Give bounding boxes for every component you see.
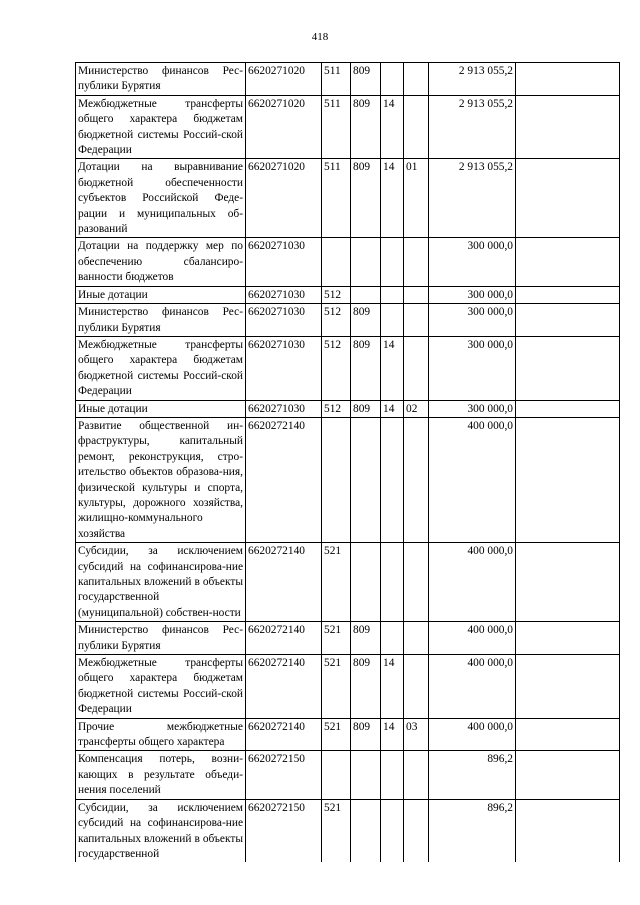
row-subsection	[404, 286, 429, 303]
row-subsection: 02	[404, 400, 429, 417]
row-sum: 2 913 055,2	[429, 95, 516, 159]
row-extra	[516, 799, 620, 862]
row-administrator	[351, 238, 381, 286]
row-target-article: 6620271030	[246, 238, 322, 286]
row-sum: 2 913 055,2	[429, 63, 516, 96]
row-name: Межбюджетные трансферты общего характера бюджетам бюджетной системы Россий-ской Федерации	[76, 336, 246, 400]
row-name: Межбюджетные трансферты общего характера бюджетам бюджетной системы Россий-ской Федерации	[76, 655, 246, 719]
row-expense-type: 521	[322, 655, 351, 719]
row-section	[381, 304, 404, 337]
budget-table	[75, 62, 620, 862]
row-administrator	[351, 751, 381, 799]
table-row	[76, 400, 620, 417]
row-section: 14	[381, 400, 404, 417]
row-expense-type: 512	[322, 304, 351, 337]
row-section: 14	[381, 336, 404, 400]
row-expense-type: 512	[322, 336, 351, 400]
row-extra	[516, 417, 620, 542]
table-row	[76, 286, 620, 303]
row-name: Дотации на поддержку мер по обеспечению сбалансиро-ванности бюджетов	[76, 238, 246, 286]
row-sum: 400 000,0	[429, 622, 516, 655]
row-target-article: 6620271030	[246, 400, 322, 417]
row-extra	[516, 622, 620, 655]
row-target-article: 6620272140	[246, 417, 322, 542]
row-expense-type: 511	[322, 63, 351, 96]
row-name: Развитие общественной ин-фраструктуры, капитальный ремонт, реконструкция, стро-ительство объектов образова-ния, физической культуры и спорта, культуры, дорожного хозяйства, жилищно-коммунального хозяйства	[76, 417, 246, 542]
row-sum: 400 000,0	[429, 543, 516, 622]
row-subsection	[404, 799, 429, 862]
row-sum: 896,2	[429, 799, 516, 862]
table-row	[76, 159, 620, 238]
row-subsection	[404, 655, 429, 719]
row-extra	[516, 95, 620, 159]
row-section: 14	[381, 655, 404, 719]
row-extra	[516, 655, 620, 719]
row-target-article: 6620272150	[246, 751, 322, 799]
row-administrator: 809	[351, 336, 381, 400]
row-sum: 300 000,0	[429, 238, 516, 286]
row-administrator	[351, 417, 381, 542]
row-target-article: 6620271020	[246, 63, 322, 96]
row-section	[381, 543, 404, 622]
row-name: Субсидии, за исключением субсидий на софинансирова-ние капитальных вложений в объекты государственной (муниципальной) собствен-ности	[76, 543, 246, 622]
row-section: 14	[381, 718, 404, 751]
row-expense-type	[322, 238, 351, 286]
row-name: Иные дотации	[76, 400, 246, 417]
row-administrator: 809	[351, 400, 381, 417]
row-subsection: 01	[404, 159, 429, 238]
row-subsection	[404, 238, 429, 286]
row-extra	[516, 286, 620, 303]
row-administrator: 809	[351, 718, 381, 751]
row-name: Министерство финансов Рес-публики Бурятия	[76, 304, 246, 337]
row-expense-type: 521	[322, 543, 351, 622]
row-expense-type: 511	[322, 95, 351, 159]
row-section	[381, 799, 404, 862]
row-expense-type: 521	[322, 799, 351, 862]
page-number: 418	[311, 31, 329, 43]
row-sum: 400 000,0	[429, 718, 516, 751]
row-subsection	[404, 622, 429, 655]
row-expense-type: 521	[322, 718, 351, 751]
row-name: Компенсация потерь, возни-кающих в результате объеди-нения поселений	[76, 751, 246, 799]
row-extra	[516, 718, 620, 751]
row-sum: 300 000,0	[429, 400, 516, 417]
row-expense-type: 521	[322, 622, 351, 655]
row-administrator: 809	[351, 63, 381, 96]
row-extra	[516, 751, 620, 799]
row-subsection	[404, 543, 429, 622]
row-target-article: 6620271020	[246, 95, 322, 159]
table-row	[76, 655, 620, 719]
row-target-article: 6620271020	[246, 159, 322, 238]
row-administrator	[351, 286, 381, 303]
row-administrator: 809	[351, 159, 381, 238]
row-expense-type	[322, 751, 351, 799]
row-expense-type: 512	[322, 286, 351, 303]
row-target-article: 6620272140	[246, 622, 322, 655]
row-target-article: 6620271030	[246, 336, 322, 400]
row-extra	[516, 304, 620, 337]
row-name: Иные дотации	[76, 286, 246, 303]
row-subsection	[404, 336, 429, 400]
row-extra	[516, 63, 620, 96]
row-sum: 300 000,0	[429, 304, 516, 337]
row-section	[381, 751, 404, 799]
table-row	[76, 417, 620, 542]
row-sum: 896,2	[429, 751, 516, 799]
row-expense-type	[322, 417, 351, 542]
row-extra	[516, 400, 620, 417]
table-row	[76, 751, 620, 799]
row-target-article: 6620272150	[246, 799, 322, 862]
row-name: Субсидии, за исключением субсидий на софинансирова-ние капитальных вложений в объекты государственной	[76, 799, 246, 862]
row-section	[381, 238, 404, 286]
table-row	[76, 622, 620, 655]
row-expense-type: 511	[322, 159, 351, 238]
row-section	[381, 417, 404, 542]
row-subsection	[404, 751, 429, 799]
row-administrator: 809	[351, 95, 381, 159]
row-section	[381, 63, 404, 96]
row-sum: 2 913 055,2	[429, 159, 516, 238]
row-name: Дотации на выравнивание бюджетной обеспеченности субъектов Российской Феде-рации и муниципальных об-разований	[76, 159, 246, 238]
row-subsection	[404, 304, 429, 337]
row-subsection	[404, 63, 429, 96]
row-administrator: 809	[351, 655, 381, 719]
row-name: Министерство финансов Рес-публики Бурятия	[76, 622, 246, 655]
row-extra	[516, 159, 620, 238]
row-sum: 300 000,0	[429, 336, 516, 400]
row-sum: 400 000,0	[429, 417, 516, 542]
row-administrator	[351, 799, 381, 862]
table-row	[76, 718, 620, 751]
row-name: Министерство финансов Рес-публики Бурятия	[76, 63, 246, 96]
row-administrator: 809	[351, 622, 381, 655]
row-extra	[516, 543, 620, 622]
row-target-article: 6620272140	[246, 543, 322, 622]
row-subsection	[404, 417, 429, 542]
row-target-article: 6620271030	[246, 286, 322, 303]
table-row	[76, 543, 620, 622]
row-expense-type: 512	[322, 400, 351, 417]
row-section: 14	[381, 95, 404, 159]
table-row	[76, 336, 620, 400]
row-administrator: 809	[351, 304, 381, 337]
row-subsection: 03	[404, 718, 429, 751]
row-target-article: 6620271030	[246, 304, 322, 337]
table-row	[76, 304, 620, 337]
row-target-article: 6620272140	[246, 655, 322, 719]
row-administrator	[351, 543, 381, 622]
row-subsection	[404, 95, 429, 159]
row-section	[381, 286, 404, 303]
row-extra	[516, 336, 620, 400]
row-sum: 400 000,0	[429, 655, 516, 719]
row-extra	[516, 238, 620, 286]
table-row	[76, 63, 620, 96]
row-target-article: 6620272140	[246, 718, 322, 751]
row-sum: 300 000,0	[429, 286, 516, 303]
table-row	[76, 95, 620, 159]
table-row	[76, 238, 620, 286]
row-section	[381, 622, 404, 655]
row-section: 14	[381, 159, 404, 238]
table-row	[76, 799, 620, 862]
row-name: Прочие межбюджетные трансферты общего характера	[76, 718, 246, 751]
row-name: Межбюджетные трансферты общего характера бюджетам бюджетной системы Россий-ской Федерации	[76, 95, 246, 159]
